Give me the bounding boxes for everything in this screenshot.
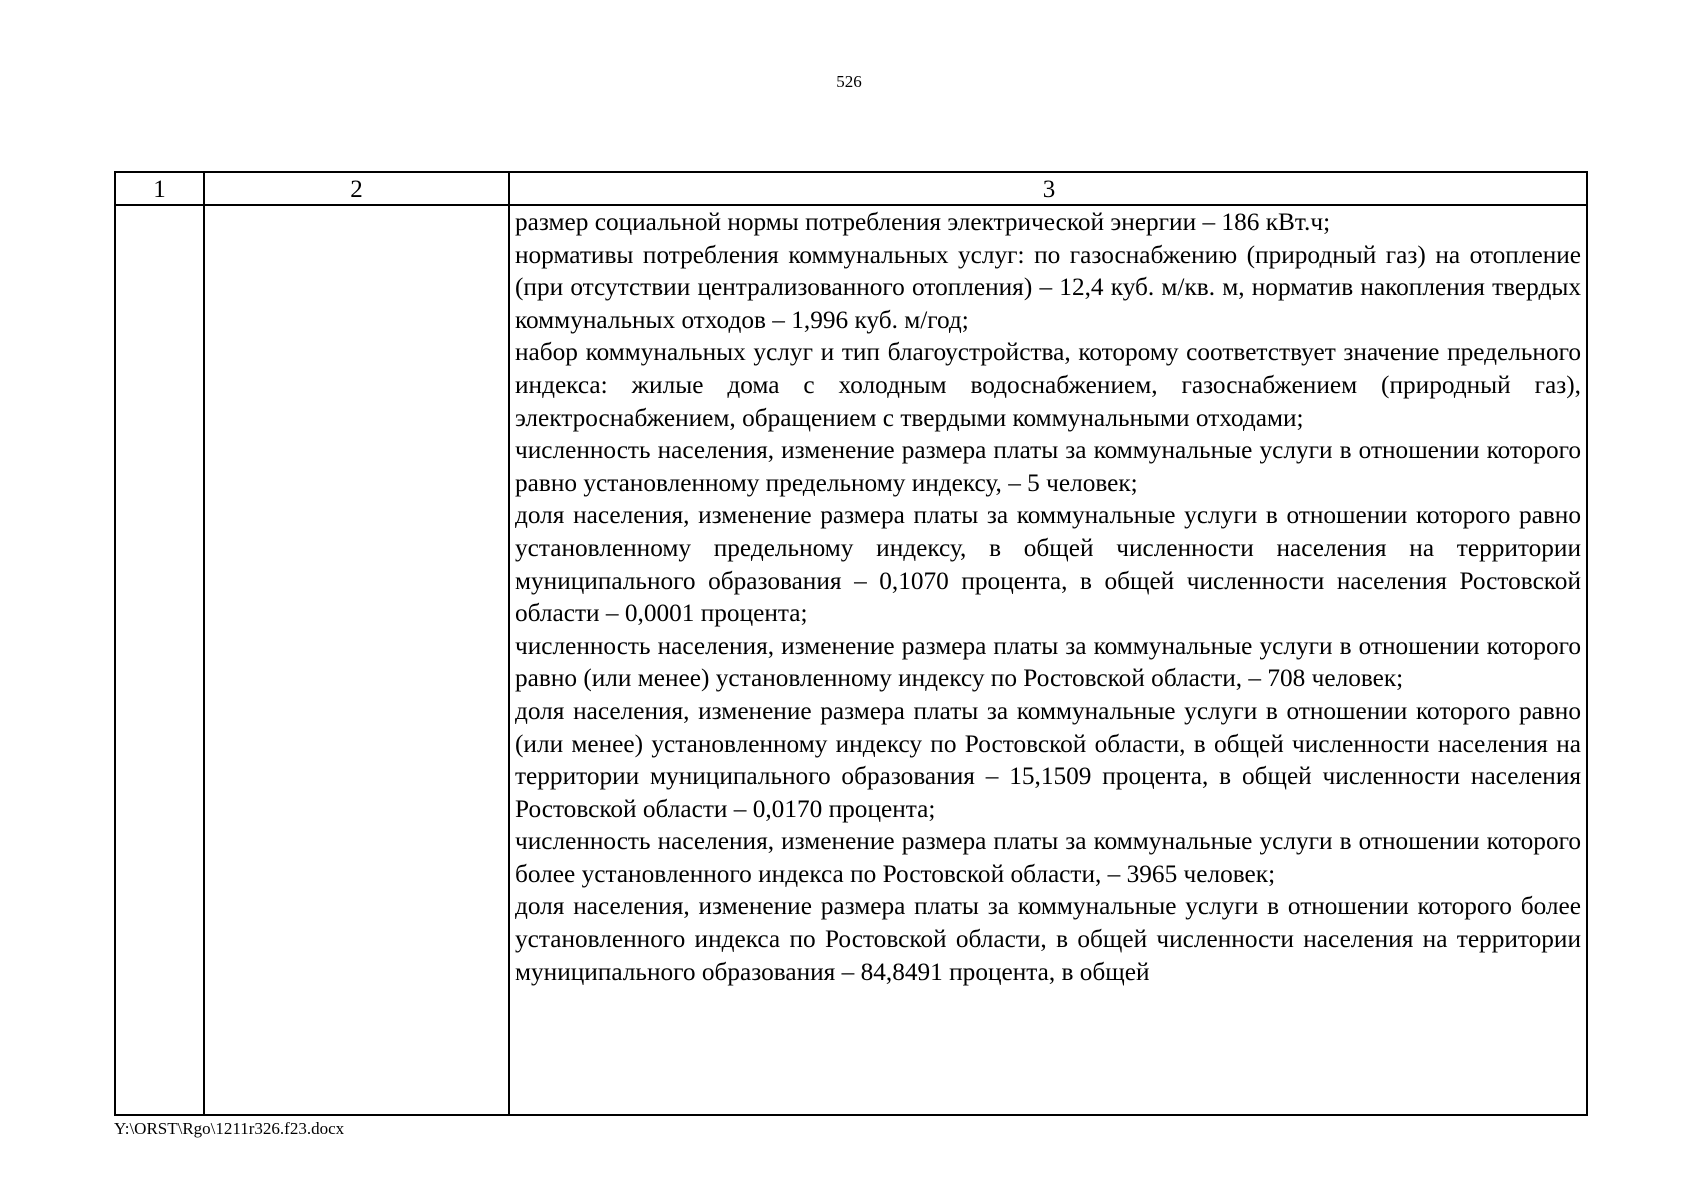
paragraph-share-equal-limit: доля населения, изменение размера платы за коммунальные услуги в отношении которого равно установленному предельному индексу, в общей численности населения на территории муниципального образования – 0,1070 процента, в общей численности населения Ростовской области – 0,0001 процента; [515, 501, 1581, 628]
column-header-3: 3 [1042, 176, 1056, 203]
paragraph-population-equal-regional: численность населения, изменение размера платы за коммунальные услуги в отношении которого равно (или менее) установленному индексу по Ростовской области, – 708 человек; [515, 631, 1581, 693]
paragraph-share-equal-regional: доля населения, изменение размера платы за коммунальные услуги в отношении которого равно (или менее) установленному индексу по Ростовской области, в общей численности населения на территории муниципального образования – 15,1509 процента, в общей численности населения Ростовской области – 0,0170 процента; [515, 696, 1581, 823]
paragraph-social-norm: размер социальной нормы потребления электрической энергии – 186 кВт.ч; [515, 208, 1331, 236]
data-table [114, 171, 1588, 1116]
footer-file-path: Y:\ORST\Rgo\1211r326.f23.docx [114, 1119, 345, 1138]
paragraph-population-equal-limit: численность населения, изменение размера платы за коммунальные услуги в отношении которого равно установленному предельному индексу, – 5 человек; [515, 436, 1581, 497]
paragraph-consumption-norms: нормативы потребления коммунальных услуг: по газоснабжению (природный газ) на отопление (при отсутствии централизованного отопления) – 12,4 куб. м/кв. м, норматив накопления твердых коммунальных отходов – 1,996 куб. м/год; [515, 240, 1581, 334]
column-3-content [515, 206, 1581, 988]
paragraph-population-above-regional: численность населения, изменение размера платы за коммунальные услуги в отношении которого более установленного индекса по Ростовской области, – 3965 человек; [515, 827, 1581, 888]
paragraph-share-above-regional: доля населения, изменение размера платы за коммунальные услуги в отношении которого более установленного индекса по Ростовской области, в общей численности населения на территории муниципального образования – 84,8491 процента, в общей [515, 892, 1581, 986]
paragraph-service-set: набор коммунальных услуг и тип благоустройства, которому соответствует значение предельного индекса: жилые дома с холодным водоснабжением, газоснабжением (природный газ), электроснабжением, обращением с твердыми коммунальными отходами; [515, 338, 1581, 432]
column-divider-2 [508, 173, 510, 1114]
column-header-1: 1 [153, 176, 166, 203]
column-divider-1 [203, 173, 205, 1114]
column-header-2: 2 [350, 176, 363, 203]
page-number: 526 [836, 72, 862, 91]
